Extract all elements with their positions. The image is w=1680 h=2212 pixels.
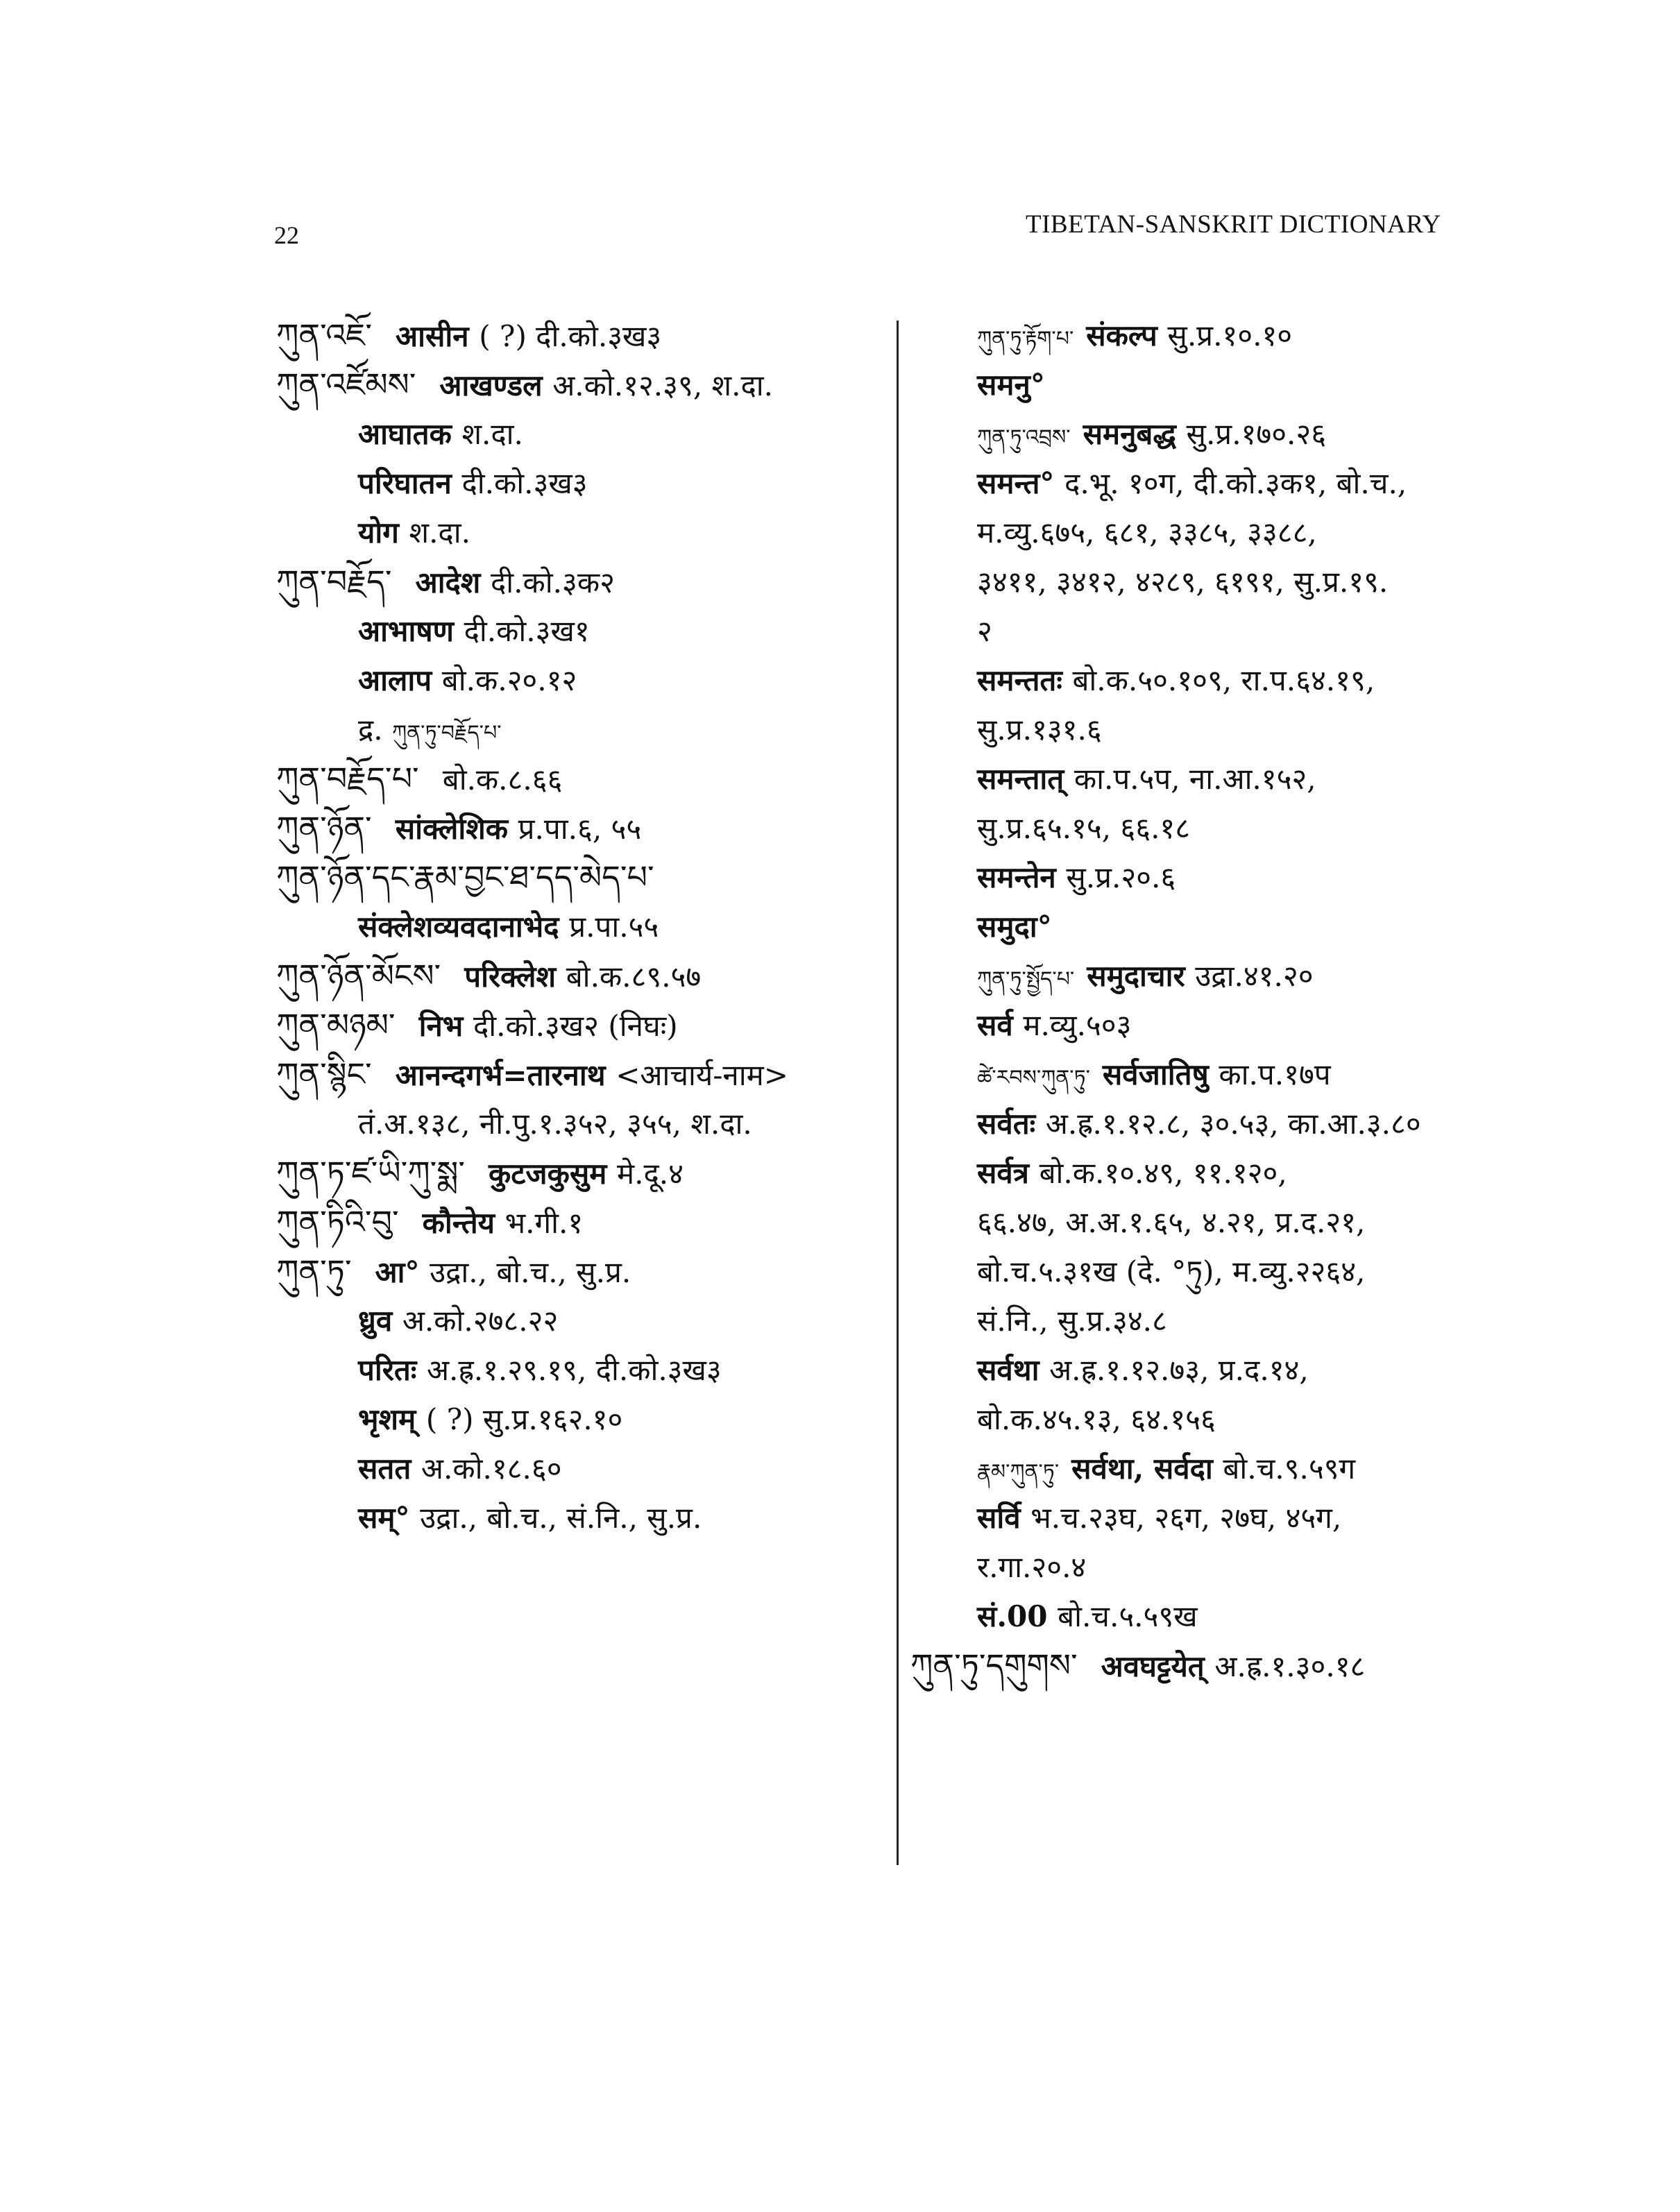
tibetan-headword: ཀུན་སྙིང་ — [276, 1055, 372, 1093]
dictionary-entry — [276, 1001, 887, 1050]
dictionary-entry — [910, 1395, 1632, 1444]
sanskrit-equivalent: समन्तात् — [977, 762, 1064, 796]
tibetan-headword: ཀུན་བརྗོད་ — [276, 563, 392, 600]
tibetan-headword: ཀུན་ཏུ་དགུགས་ — [910, 1647, 1078, 1684]
sanskrit-equivalent: समुदाचार — [1087, 959, 1185, 993]
sanskrit-equivalent: आभाषण — [358, 614, 454, 648]
source-reference: मे.दू.४ — [616, 1157, 684, 1191]
source-reference: द.भू. १०ग, दी.को.३क१, बो.च., — [1064, 466, 1407, 500]
dictionary-entry — [276, 1198, 887, 1247]
dictionary-entry — [276, 1296, 887, 1345]
dictionary-entry — [910, 951, 1632, 1001]
sanskrit-equivalent: आलाप — [358, 663, 432, 697]
dictionary-entry — [276, 902, 887, 951]
sanskrit-equivalent: कुटजकुसुम — [489, 1157, 607, 1191]
source-reference: अ.ह्र.१.१२.८, ३०.५३, का.आ.३.८० — [1045, 1107, 1421, 1141]
dictionary-entry — [910, 1444, 1632, 1493]
dictionary-entry — [276, 1444, 887, 1493]
dictionary-entry — [910, 1001, 1632, 1050]
source-reference: उद्रा., बो.च., सु.प्र. — [430, 1255, 631, 1289]
dictionary-entry — [910, 557, 1632, 606]
tibetan-headword: ཀུན་ཏུ་འབྲས་ — [977, 425, 1071, 450]
dictionary-entry — [276, 606, 887, 656]
sanskrit-equivalent: निभ — [418, 1009, 464, 1043]
sanskrit-equivalent: ध्रुव — [358, 1304, 393, 1338]
dictionary-entry — [910, 1493, 1632, 1542]
dictionary-entry — [276, 1247, 887, 1296]
source-reference: बो.क.५०.१०९, रा.प.६४.१९, — [1072, 663, 1375, 697]
sanskrit-equivalent: समनु° — [977, 368, 1045, 402]
source-reference: अ.को.१८.६० — [421, 1452, 562, 1486]
dictionary-entry — [910, 1345, 1632, 1395]
dictionary-entry — [276, 754, 887, 803]
tibetan-headword: ཀུན་ཏིའི་བུ་ — [276, 1203, 399, 1241]
source-reference: म.व्यु.६७५, ६८१, ३३८५, ३३८८, — [977, 516, 1317, 550]
tibetan-headword: ཀུན་ཏུ་རྟོག་པ་ — [977, 327, 1074, 351]
source-reference: बो.च.५.३१ख (दे. °ཏུ), म.व्यु.२२६४, — [977, 1254, 1366, 1288]
tibetan-headword: རྣམ་ཀུན་ཏུ་ — [977, 1460, 1060, 1484]
sanskrit-equivalent: भृशम् — [358, 1402, 416, 1436]
dictionary-entry — [910, 1099, 1632, 1148]
tibetan-headword: ཀུན་ཏུ་བརྗོད་པ་ — [392, 721, 502, 745]
source-reference: <आचार्य-नाम> — [616, 1058, 788, 1092]
sanskrit-equivalent: सम्° — [358, 1501, 410, 1535]
source-reference: सु.प्र.१७०.२६ — [1186, 417, 1327, 451]
source-reference: सु.प्र.६५.१५, ६६.१८ — [977, 811, 1191, 845]
dictionary-entry — [910, 1050, 1632, 1099]
source-reference: बो.क.१०.४९, ११.१२०, — [1039, 1156, 1287, 1190]
dictionary-entry — [910, 1296, 1632, 1345]
source-reference: ( ?) सु.प्र.१६२.१० — [425, 1402, 623, 1436]
tibetan-headword: ཀུན་མཉམ་ — [276, 1006, 396, 1044]
source-reference: दी.को.३क२ — [491, 565, 615, 599]
source-reference: अ.को.२७८.२२ — [402, 1304, 559, 1338]
sanskrit-equivalent: आसीन — [396, 319, 469, 353]
source-reference: बो.च.९.५९ग — [1223, 1452, 1356, 1486]
dictionary-entry — [276, 853, 887, 902]
source-reference: सु.प्र.१०.१० — [1167, 318, 1293, 352]
source-reference: बो.क.४५.१३, ६४.१५६ — [977, 1402, 1216, 1436]
source-reference: २ — [977, 614, 992, 648]
sanskrit-equivalent: सर्व — [977, 1008, 1013, 1042]
source-reference: अ.ह्र.१.१२.७३, प्र.द.१४, — [1049, 1353, 1309, 1387]
left-column — [276, 311, 887, 1542]
tibetan-headword: ཀུན་ཏ་ཛ་ཡི་ཀུ་སྨ་ — [276, 1154, 465, 1191]
dictionary-entry — [910, 803, 1632, 853]
sanskrit-equivalent: परितः — [358, 1353, 417, 1387]
dictionary-entry — [910, 754, 1632, 803]
sanskrit-equivalent: सर्वत्र — [977, 1156, 1029, 1190]
source-reference: अ.को.१२.३९, श.दा. — [552, 368, 773, 402]
dictionary-entry — [276, 311, 887, 360]
source-reference: अ.ह्र.१.२९.१९, दी.को.३ख३ — [426, 1353, 722, 1387]
dictionary-entry — [276, 1395, 887, 1444]
dictionary-entry — [910, 902, 1632, 951]
dictionary-entry — [276, 1493, 887, 1542]
source-reference: बो.क.८९.५७ — [566, 960, 702, 994]
source-reference: दी.को.३ख२ (निघः) — [473, 1009, 678, 1043]
source-reference: बो.च.५.५९ख — [1058, 1599, 1198, 1633]
tibetan-headword: ཀུན་བརྗོད་པ་ — [276, 760, 419, 797]
sanskrit-equivalent: सर्वि — [977, 1501, 1021, 1535]
sanskrit-equivalent: सांक्लेशिक — [395, 812, 509, 846]
source-reference: ( ?) दी.को.३ख३ — [479, 319, 662, 353]
dictionary-entry — [910, 360, 1632, 409]
source-reference: ३४११, ३४१२, ४२८९, ६१९१, सु.प्र.१९. — [977, 565, 1389, 599]
dictionary-entry — [910, 1198, 1632, 1247]
dictionary-entry — [276, 705, 887, 754]
dictionary-entry — [276, 803, 887, 853]
source-reference: का.प.१७प — [1219, 1057, 1331, 1091]
right-column — [910, 311, 1632, 1690]
dictionary-entry — [910, 1641, 1632, 1690]
tibetan-headword: ཀུན་ཉོན་མོངས་ — [276, 957, 441, 994]
dictionary-entry — [910, 606, 1632, 656]
source-reference: म.व्यु.५०३ — [1023, 1008, 1132, 1042]
source-reference: दी.को.३ख१ — [464, 614, 590, 648]
source-reference: सु.प्र.१३१.६ — [977, 713, 1102, 747]
dictionary-entry — [276, 557, 887, 606]
source-reference: ६६.४७, अ.अ.१.६५, ४.२१, प्र.द.२१, — [977, 1205, 1366, 1239]
sanskrit-equivalent: योग — [358, 516, 399, 550]
sanskrit-equivalent: सर्वतः — [977, 1107, 1036, 1141]
dictionary-entry — [276, 1345, 887, 1395]
tibetan-headword: ཀུན་འཇོ་ — [276, 316, 373, 354]
sanskrit-equivalent: अवघट्टयेत् — [1101, 1649, 1205, 1683]
tibetan-headword: ཀུན་འཛོམས་ — [276, 366, 416, 403]
sanskrit-equivalent: सर्वजातिषु — [1102, 1057, 1209, 1091]
source-reference: र.गा.२०.४ — [977, 1550, 1087, 1584]
source-reference: का.प.५प, ना.आ.१५२, — [1074, 762, 1316, 796]
sanskrit-equivalent: आ° — [375, 1255, 420, 1289]
dictionary-entry — [276, 508, 887, 557]
tibetan-headword: ཀུན་ཏུ་སྤྱོད་པ་ — [977, 967, 1075, 992]
sanskrit-equivalent: सर्वथा, सर्वदा — [1071, 1452, 1213, 1486]
source-reference: भ.च.२३घ, २६ग, २७घ, ४५ग, — [1030, 1501, 1342, 1535]
source-reference: श.दा. — [409, 516, 470, 550]
dictionary-entry — [276, 1050, 887, 1099]
sanskrit-equivalent: सं.00 — [977, 1599, 1048, 1633]
dictionary-entry — [910, 409, 1632, 459]
dictionary-entry — [276, 1099, 887, 1148]
sanskrit-equivalent: आनन्दगर्भ=तारनाथ — [395, 1058, 606, 1092]
dictionary-entry — [276, 409, 887, 459]
page-number: 22 — [274, 221, 299, 249]
source-reference: सं.नि., सु.प्र.३४.८ — [977, 1304, 1167, 1338]
source-reference: उद्रा.४१.२० — [1195, 959, 1314, 993]
source-reference: प्र.पा.६, ५५ — [518, 812, 642, 846]
dictionary-entry — [910, 1148, 1632, 1198]
dictionary-entry — [910, 705, 1632, 754]
sanskrit-equivalent: समन्ततः — [977, 663, 1062, 697]
tibetan-headword: ཚེ་རབས་ཀུན་ཏུ་ — [977, 1066, 1090, 1090]
dictionary-entry — [910, 853, 1632, 902]
source-reference: द्र. — [358, 713, 383, 747]
sanskrit-equivalent: सतत — [358, 1452, 411, 1486]
dictionary-entry — [910, 1592, 1632, 1641]
dictionary-entry — [276, 951, 887, 1001]
tibetan-headword: ཀུན་ཉོན་དང་རྣམ་བྱང་ཐ་དད་མེད་པ་ — [276, 858, 654, 896]
sanskrit-equivalent: आदेश — [415, 565, 481, 599]
column-divider — [897, 321, 899, 1865]
sanskrit-equivalent: समन्त° — [977, 466, 1055, 500]
source-reference: बो.क.२०.१२ — [441, 663, 577, 697]
source-reference: सु.प्र.२०.६ — [1066, 860, 1176, 894]
dictionary-entry — [910, 311, 1632, 360]
source-reference: दी.को.३ख३ — [461, 466, 588, 500]
running-title: TIBETAN-SANSKRIT DICTIONARY — [1026, 210, 1441, 239]
sanskrit-equivalent: परिघातन — [358, 466, 452, 500]
source-reference: उद्रा., बो.च., सं.नि., सु.प्र. — [420, 1501, 702, 1535]
dictionary-entry — [910, 1247, 1632, 1296]
dictionary-entry — [276, 459, 887, 508]
tibetan-headword: ཀུན་ཉོན་ — [276, 809, 372, 846]
sanskrit-equivalent: संकल्प — [1086, 318, 1157, 352]
tibetan-headword: ཀུན་ཏུ་ — [276, 1252, 352, 1290]
sanskrit-equivalent: सर्वथा — [977, 1353, 1040, 1387]
source-reference: श.दा. — [461, 417, 523, 451]
dictionary-entry — [910, 656, 1632, 705]
sanskrit-equivalent: परिक्लेश — [464, 960, 557, 994]
dictionary-entry — [276, 1148, 887, 1198]
source-reference: तं.अ.१३८, नी.पु.१.३५२, ३५५, श.दा. — [358, 1107, 752, 1141]
source-reference: बो.क.८.६६ — [442, 763, 563, 797]
dictionary-entry — [910, 508, 1632, 557]
source-reference: अ.ह्र.१.३०.१८ — [1214, 1649, 1366, 1683]
dictionary-entry — [910, 459, 1632, 508]
sanskrit-equivalent: समन्तेन — [977, 860, 1056, 894]
sanskrit-equivalent: आखण्डल — [439, 368, 543, 402]
sanskrit-equivalent: समुदा° — [977, 910, 1052, 944]
sanskrit-equivalent: संक्लेशव्यवदानाभेद — [358, 910, 559, 944]
dictionary-entry — [276, 360, 887, 409]
sanskrit-equivalent: आघातक — [358, 417, 452, 451]
source-reference: प्र.पा.५५ — [569, 910, 659, 944]
dictionary-entry — [910, 1542, 1632, 1592]
dictionary-entry — [276, 656, 887, 705]
sanskrit-equivalent: समनुबद्ध — [1083, 417, 1176, 451]
sanskrit-equivalent: कौन्तेय — [422, 1206, 495, 1240]
source-reference: भ.गी.१ — [504, 1206, 584, 1240]
